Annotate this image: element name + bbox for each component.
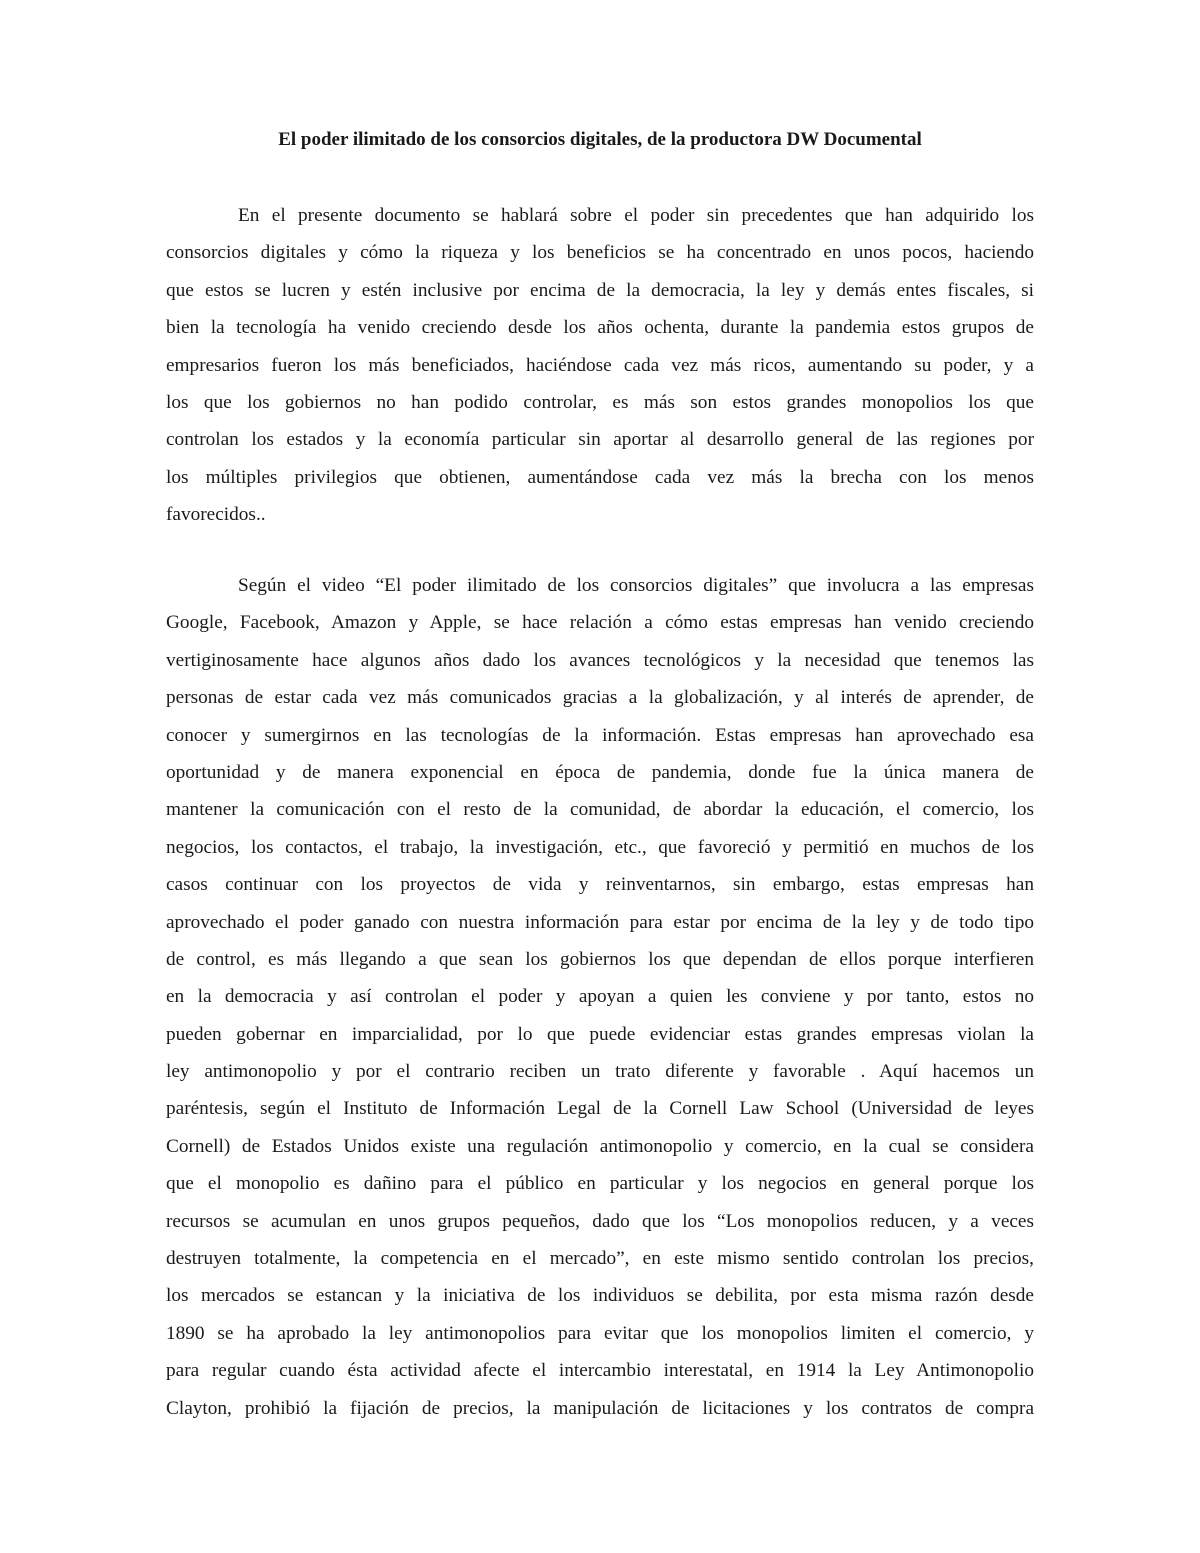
paragraph-2 <box>166 567 1034 1427</box>
paragraph-line: que estos se lucren y estén inclusive por encima de la democracia, la ley y demás entes fiscales, si <box>166 279 1034 301</box>
paragraph-line: destruyen totalmente, la competencia en el mercado”, en este mismo sentido controlan los precios, <box>166 1248 1034 1270</box>
paragraph-line: vertiginosamente hace algunos años dado los avances tecnológicos y la necesidad que tenemos las <box>166 649 1034 671</box>
paragraph-line: que el monopolio es dañino para el público en particular y los negocios en general porque los <box>166 1173 1034 1195</box>
paragraph-line: los mercados se estancan y la iniciativa de los individuos se debilita, por esta misma razón desde <box>166 1285 1034 1307</box>
paragraph-line: 1890 se ha aprobado la ley antimonopolios para evitar que los monopolios limiten el comercio, y <box>166 1322 1034 1344</box>
paragraph-line: en la democracia y así controlan el poder y apoyan a quien les conviene y por tanto, estos no <box>166 986 1034 1008</box>
paragraph-line: controlan los estados y la economía particular sin aportar al desarrollo general de las regiones por <box>166 429 1034 451</box>
paragraph-line: Google, Facebook, Amazon y Apple, se hace relación a cómo estas empresas han venido creciendo <box>166 612 1034 634</box>
paragraph-line: recursos se acumulan en unos grupos pequeños, dado que los “Los monopolios reducen, y a veces <box>166 1210 1034 1232</box>
paragraph-line: ley antimonopolio y por el contrario reciben un trato diferente y favorable . Aquí hacemos un <box>166 1061 1034 1083</box>
paragraph-1 <box>166 197 1034 534</box>
paragraph-line: empresarios fueron los más beneficiados, haciéndose cada vez más ricos, aumentando su poder, y a <box>166 354 1034 376</box>
paragraph-line: conocer y sumergirnos en las tecnologías de la información. Estas empresas han aprovechado esa <box>166 724 1034 746</box>
paragraph-line: pueden gobernar en imparcialidad, por lo que puede evidenciar estas grandes empresas violan la <box>166 1023 1034 1045</box>
paragraph-line: personas de estar cada vez más comunicados gracias a la globalización, y al interés de aprender, de <box>166 687 1034 709</box>
paragraph-line: bien la tecnología ha venido creciendo desde los años ochenta, durante la pandemia estos grupos de <box>166 317 1034 339</box>
paragraph-line: consorcios digitales y cómo la riqueza y los beneficios se ha concentrado en unos pocos, haciendo <box>166 242 1034 264</box>
paragraph-line: los que los gobiernos no han podido controlar, es más son estos grandes monopolios los que <box>166 391 1034 413</box>
paragraph-line: aprovechado el poder ganado con nuestra información para estar por encima de la ley y de todo tipo <box>166 911 1034 933</box>
paragraph-line: favorecidos.. <box>166 504 266 526</box>
paragraph-line: Clayton, prohibió la fijación de precios, la manipulación de licitaciones y los contratos de compra <box>166 1397 1034 1419</box>
paragraph-line: los múltiples privilegios que obtienen, aumentándose cada vez más la brecha con los menos <box>166 466 1034 488</box>
paragraph-line: para regular cuando ésta actividad afecte el intercambio interestatal, en 1914 la Ley Antimonopolio <box>166 1360 1034 1382</box>
paragraph-line: En el presente documento se hablará sobre el poder sin precedentes que han adquirido los <box>238 205 1034 226</box>
paragraph-line: Según el video “El poder ilimitado de los consorcios digitales” que involucra a las empresas <box>238 575 1034 596</box>
paragraph-line: paréntesis, según el Instituto de Información Legal de la Cornell Law School (Universidad de leyes <box>166 1098 1034 1120</box>
paragraph-line: oportunidad y de manera exponencial en época de pandemia, donde fue la única manera de <box>166 761 1034 783</box>
paragraph-line: negocios, los contactos, el trabajo, la investigación, etc., que favoreció y permitió en muchos de los <box>166 836 1034 858</box>
paragraph-line: de control, es más llegando a que sean los gobiernos los que dependan de ellos porque interfieren <box>166 948 1034 970</box>
paragraph-line: casos continuar con los proyectos de vida y reinventarnos, sin embargo, estas empresas han <box>166 874 1034 896</box>
paragraph-line: Cornell) de Estados Unidos existe una regulación antimonopolio y comercio, en la cual se considera <box>166 1135 1034 1157</box>
document-title: El poder ilimitado de los consorcios digitales, de la productora DW Documental <box>278 129 922 150</box>
paragraph-line: mantener la comunicación con el resto de la comunidad, de abordar la educación, el comercio, los <box>166 799 1034 821</box>
